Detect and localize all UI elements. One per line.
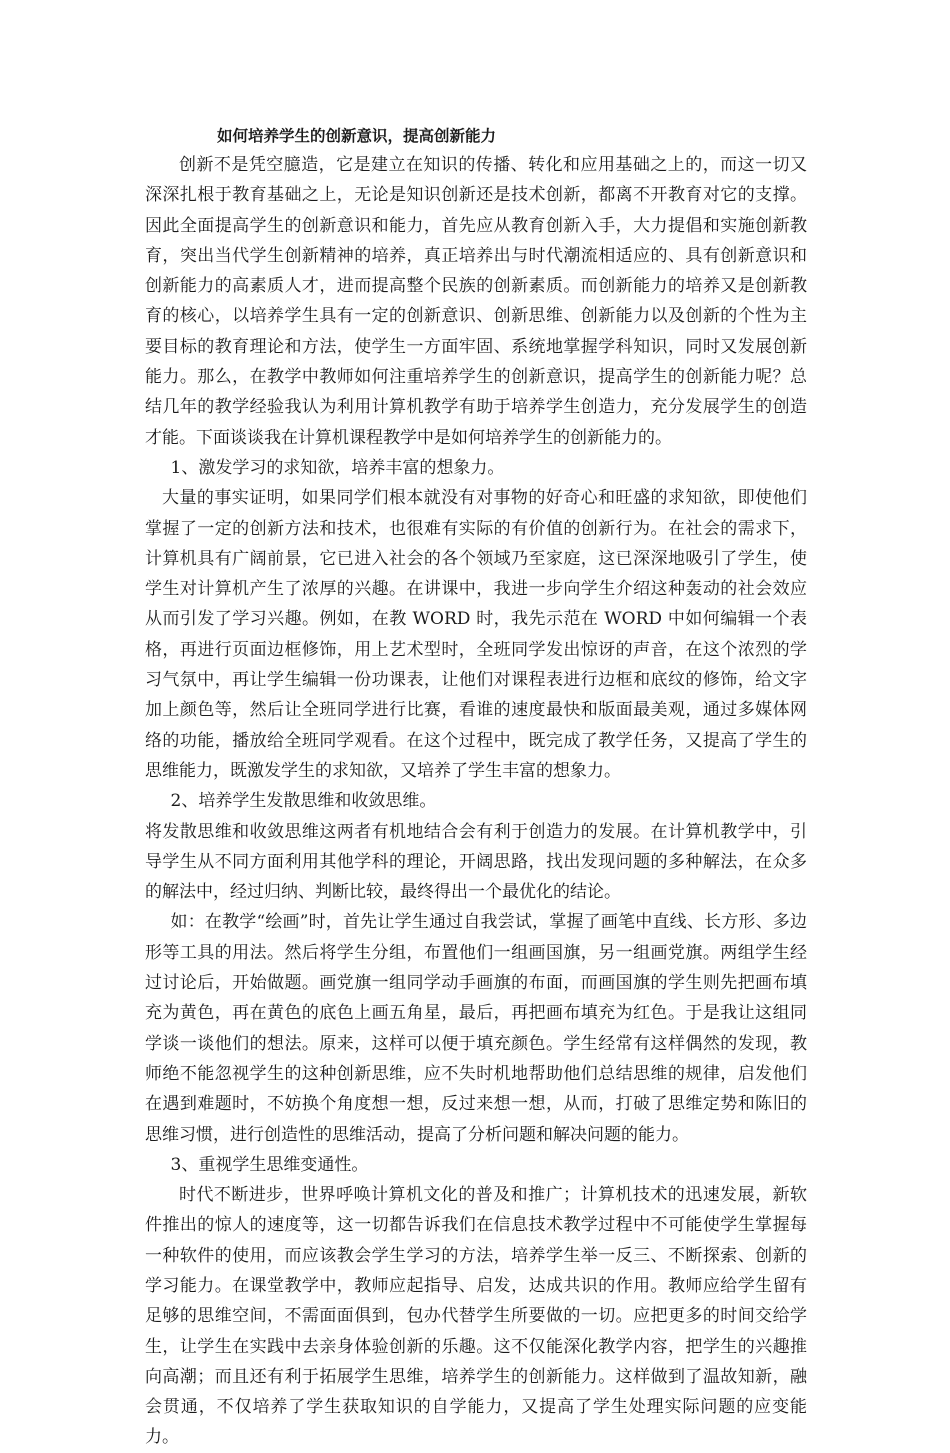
section-1-heading: 1、激发学习的求知欲，培养丰富的想象力。 — [170, 457, 505, 478]
document-page — [145, 122, 807, 1453]
section-3-paragraph: 时代不断进步，世界呼唤计算机文化的普及和推广；计算机技术的迅速发展，新软件推出的惊人的速度等，这一切都告诉我们在信息技术教学过程中不可能使学生掌握每一种软件的使用，而应该教会学生学习的方法，培养学生举一反三、不断探索、创新的学习能力。在课堂教学中，教师应起指导、启发，达成共识的作用。教师应给学生留有足够的思维空间，不需面面俱到，包办代替学生所要做的一切。应把更多的时间交给学生，让学生在实践中去亲身体验创新的乐趣。这不仅能深化教学内容，把学生的兴趣推向高潮；而且还有利于拓展学生思维，培养学生的创新能力。这样做到了温故知新，融会贯通，不仅培养了学生获取知识的自学能力，又提高了学生处理实际问题的应变能力。 — [145, 1185, 807, 1448]
document-title: 如何培养学生的创新意识，提高创新能力 — [217, 127, 497, 145]
section-2-heading: 2、培养学生发散思维和收敛思维。 — [170, 791, 437, 812]
section-2-paragraph: 将发散思维和收敛思维这两者有机地结合会有利于创造力的发展。在计算机教学中，引导学生从不同方面利用其他学科的理论，开阔思路，找出发现问题的多种解法，在众多的解法中，经过归纳、判断比较，最终得出一个最优化的结论。 — [145, 821, 807, 903]
section-2-example-paragraph: 如：在教学“绘画”时，首先让学生通过自我尝试，掌握了画笔中直线、长方形、多边形等工具的用法。然后将学生分组，布置他们一组画国旗，另一组画党旗。两组学生经过讨论后，开始做题。画党旗一组同学动手画旗的布面，而画国旗的学生则先把画布填充为黄色，再在黄色的底色上画五角星，最后，再把画布填充为红色。于是我让这组同学谈一谈他们的想法。原来，这样可以便于填充颜色。学生经常有这样偶然的发现，教师绝不能忽视学生的这种创新思维，应不失时机地帮助他们总结思维的规律，启发他们在遇到难题时，不妨换个角度想一想，反过来想一想，从而，打破了思维定势和陈旧的思维习惯，进行创造性的思维活动，提高了分析问题和解决问题的能力。 — [145, 912, 807, 1145]
section-1-paragraph: 大量的事实证明，如果同学们根本就没有对事物的好奇心和旺盛的求知欲，即使他们掌握了一定的创新方法和技术，也很难有实际的有价值的创新行为。在社会的需求下，计算机具有广阔前景，它已进入社会的各个领域乃至家庭，这已深深地吸引了学生，使学生对计算机产生了浓厚的兴趣。在讲课中，我进一步向学生介绍这种轰动的社会效应从而引发了学习兴趣。例如，在教 WORD 时，我先示范在 WORD 中如何编辑一个表格，再进行页面边框修饰，用上艺术型时，全班同学发出惊讶的声音，在这个浓烈的学习气氛中，再让学生编辑一份功课表，让他们对课程表进行边框和底纹的修饰，给文字加上颜色等，然后让全班同学进行比赛，看谁的速度最快和版面最美观，通过多媒体网络的功能，播放给全班同学观看。在这个过程中，既完成了教学任务，又提高了学生的思维能力，既激发学生的求知欲，又培养了学生丰富的想象力。 — [145, 488, 807, 781]
section-3-heading: 3、重视学生思维变通性。 — [170, 1154, 369, 1175]
intro-paragraph: 创新不是凭空臆造，它是建立在知识的传播、转化和应用基础之上的，而这一切又深深扎根于教育基础之上，无论是知识创新还是技术创新，都离不开教育对它的支撑。因此全面提高学生的创新意识和能力，首先应从教育创新入手，大力提倡和实施创新教育，突出当代学生创新精神的培养，真正培养出与时代潮流相适应的、具有创新意识和创新能力的高素质人才，进而提高整个民族的创新素质。而创新能力的培养又是创新教育的核心，以培养学生具有一定的创新意识、创新思维、创新能力以及创新的个性为主要目标的教育理论和方法，使学生一方面牢固、系统地掌握学科知识，同时又发展创新能力。那么，在教学中教师如何注重培养学生的创新意识，提高学生的创新能力呢？总结几年的教学经验我认为利用计算机教学有助于培养学生创造力，充分发展学生的创造才能。下面谈谈我在计算机课程教学中是如何培养学生的创新能力的。 — [145, 155, 807, 448]
